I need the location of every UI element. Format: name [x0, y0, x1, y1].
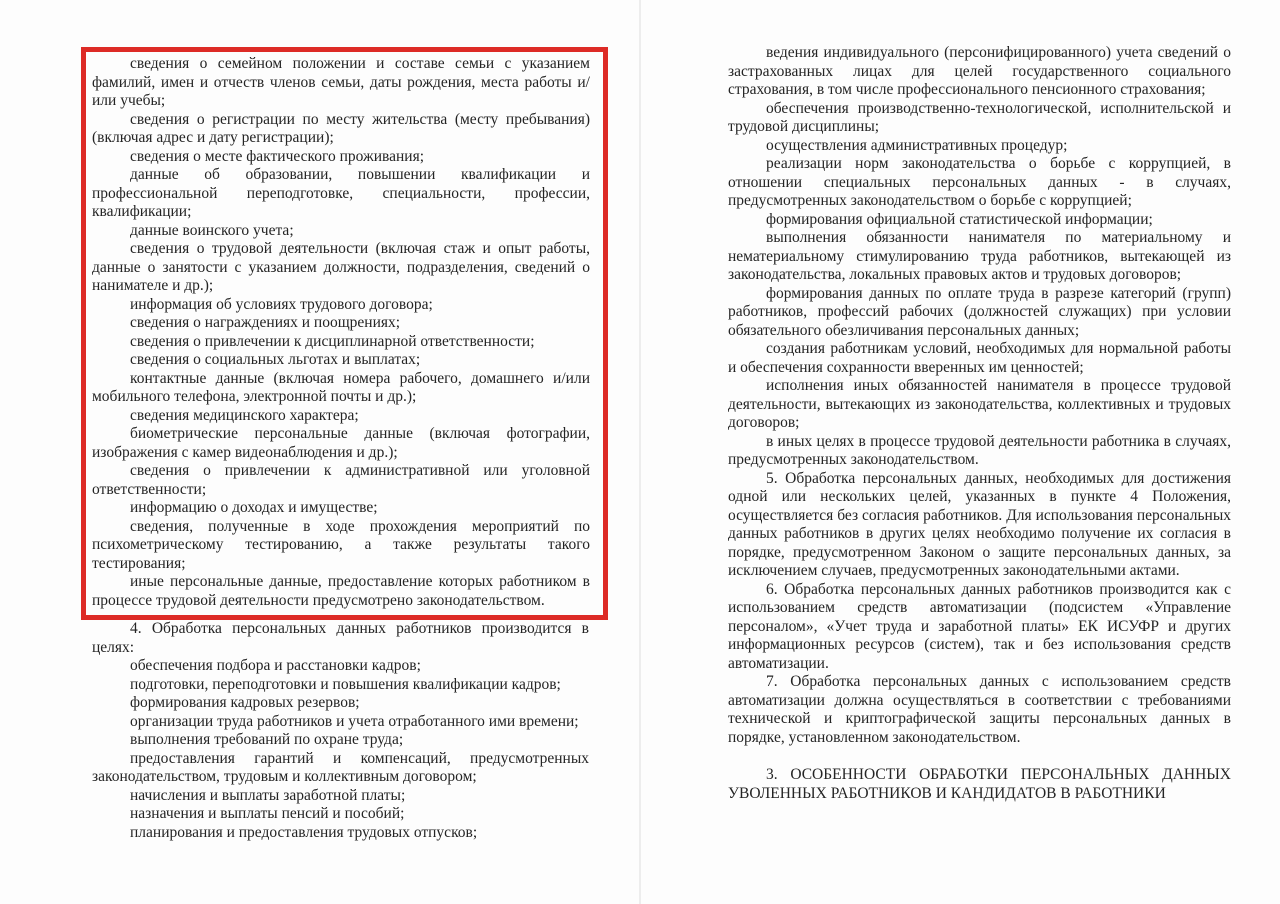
paragraph: сведения о месте фактического проживания; — [130, 147, 425, 165]
paragraph: реализации норм законодательства о борьбе с коррупцией, в отношении специальных персональных данных - в случаях, предусмотренных законодательством о борьбе с коррупцией; — [728, 155, 1231, 209]
paragraph: назначения и выплаты пенсий и пособий; — [130, 805, 405, 822]
paragraph: начисления и выплаты заработной платы; — [130, 786, 406, 804]
paragraph: иные персональные данные, предоставление которых работником в процессе трудовой деятельности предусмотрено законодательством. — [92, 573, 590, 609]
paragraph: контактные данные (включая номера рабочего, домашнего и/или мобильного телефона, электронной почты и др.); — [92, 369, 590, 405]
paragraph: формирования официальной статистической информации; — [766, 210, 1153, 228]
section-heading: 3. ОСОБЕННОСТИ ОБРАБОТКИ ПЕРСОНАЛЬНЫХ ДАННЫХ УВОЛЕННЫХ РАБОТНИКОВ И КАНДИДАТОВ В РАБОТНИКИ — [728, 766, 1231, 802]
paragraph: подготовки, переподготовки и повышения квалификации кадров; — [130, 675, 561, 693]
paragraph: 6. Обработка персональных данных работников производится как с использованием средств автоматизации (подсистем «Управление персоналом», «Учет труда и заработной платы» ЕК ИСУФР и других информационных ресурсов (систем), так и без использования средств автоматизации. — [728, 580, 1231, 672]
paragraph: информация об условиях трудового договора; — [130, 295, 433, 313]
paragraph: сведения о социальных льготах и выплатах; — [130, 351, 421, 368]
paragraph: 7. Обработка персональных данных с использованием средств автоматизации должна осуществляться в соответствии с требованиями технической и криптографической защиты персональных данных в порядке, установленном законодательством. — [728, 673, 1231, 746]
paragraph: сведения о привлечении к дисциплинарной ответственности; — [130, 332, 535, 350]
right-page-column — [728, 44, 1231, 803]
paragraph: ведения индивидуального (персонифицированного) учета сведений о застрахованных лицах для целей государственного социального страхования, в том числе профессионального пенсионного страхования; — [728, 44, 1231, 98]
paragraph: биометрические персональные данные (включая фотографии, изображения с камер видеонаблюдения и др.); — [92, 425, 590, 461]
paragraph: планирования и предоставления трудовых отпусков; — [130, 823, 478, 841]
paragraph: предоставления гарантий и компенсаций, предусмотренных законодательством, трудовым и коллективным договором; — [92, 749, 589, 785]
paragraph: сведения о семейном положении и составе семьи с указанием фамилий, имен и отчеств членов семьи, даты рождения, места работы и/или учебы; — [92, 55, 590, 109]
paragraph: сведения о регистрации по месту жительства (месту пребывания) (включая адрес и дату регистрации); — [92, 110, 590, 146]
paragraph: сведения, полученные в ходе прохождения мероприятий по психометрическому тестированию, а также результаты такого тестирования; — [92, 517, 590, 572]
paragraph: данные об образовании, повышении квалификации и профессиональной переподготовке, специальности, профессии, квалификации; — [92, 166, 590, 220]
left-page-lower-text — [92, 620, 589, 842]
paragraph: обеспечения подбора и расстановки кадров; — [130, 657, 421, 674]
paragraph: осуществления административных процедур; — [766, 136, 1068, 154]
left-page-column — [81, 47, 608, 842]
page-fold-divider — [639, 0, 641, 904]
paragraph: обеспечения производственно-технологической, исполнительской и трудовой дисциплины; — [728, 99, 1231, 135]
paragraph: выполнения требований по охране труда; — [130, 731, 404, 748]
paragraph: выполнения обязанности нанимателя по материальному и нематериальному стимулированию труда работников, вытекающей из законодательства, локальных правовых актов и трудовых договоров; — [728, 229, 1231, 283]
paragraph: данные воинского учета; — [130, 221, 294, 239]
paragraph: в иных целях в процессе трудовой деятельности работника в случаях, предусмотренных законодательством. — [728, 432, 1231, 468]
paragraph: сведения медицинского характера; — [130, 406, 359, 424]
paragraph: сведения о трудовой деятельности (включая стаж и опыт работы, данные о занятости с указанием должности, подразделения, сведений о нанимателе и др.); — [92, 240, 590, 294]
paragraph: формирования данных по оплате труда в разрезе категорий (групп) работников, профессий рабочих (должностей служащих) при условии обязательного обезличивания персональных данных; — [728, 284, 1231, 339]
paragraph: исполнения иных обязанностей нанимателя в процессе трудовой деятельности, вытекающих из законодательства, коллективных и трудовых договоров; — [728, 377, 1231, 431]
paragraph: 5. Обработка персональных данных, необходимых для достижения одной или нескольких целей, указанных в пункте 4 Положения, осуществляется без согласия работников. Для использования персональных данных работников в других целях необходимо получение их согласия в порядке, предусмотренном Законом о защите персональных данных, за исключением случаев, предусмотренных законодательными актами. — [728, 469, 1231, 579]
paragraph: формирования кадровых резервов; — [130, 694, 360, 711]
paragraph: сведения о награждениях и поощрениях; — [130, 314, 401, 331]
paragraph: сведения о привлечении к административной или уголовной ответственности; — [92, 462, 590, 498]
paragraph: создания работникам условий, необходимых для нормальной работы и обеспечения сохранности вверенных им ценностей; — [728, 340, 1231, 376]
highlight-box — [81, 47, 608, 620]
paragraph: 4. Обработка персональных данных работников производится в целях: — [92, 620, 589, 656]
paragraph: организации труда работников и учета отработанного ими времени; — [130, 712, 579, 730]
paragraph: информацию о доходах и имуществе; — [130, 499, 378, 516]
